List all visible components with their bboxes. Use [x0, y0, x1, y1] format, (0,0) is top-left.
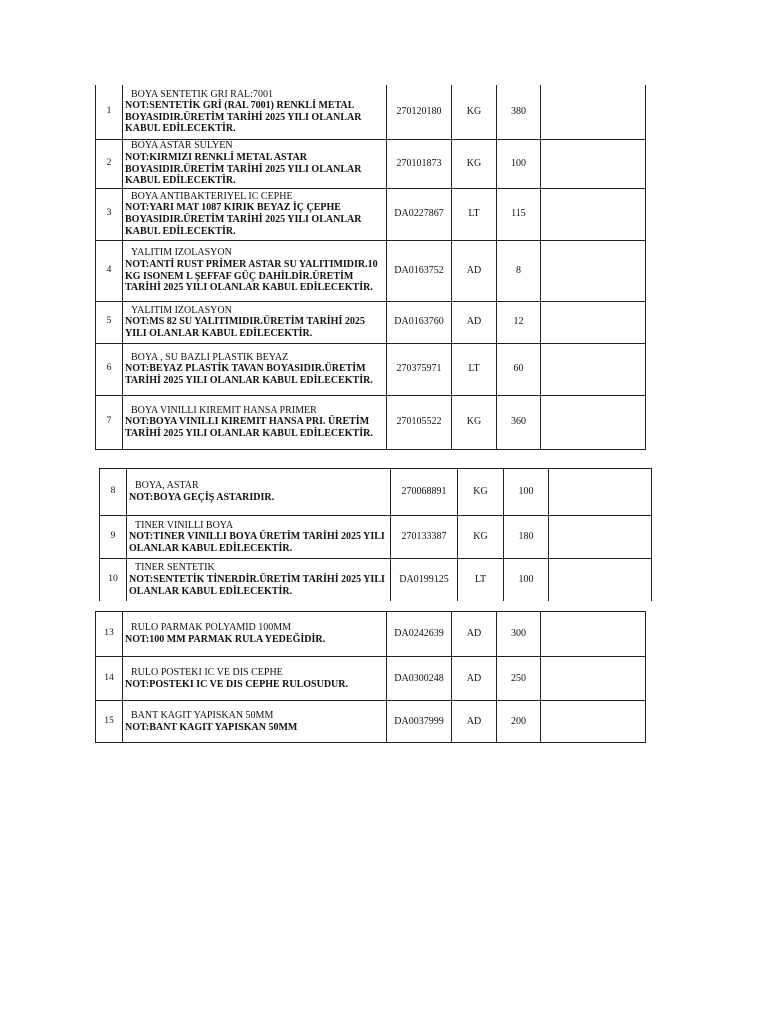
row-number: 14 [96, 657, 123, 701]
item-code: 270133387 [391, 516, 458, 559]
table-row [96, 395, 646, 449]
item-description [123, 85, 387, 139]
item-title: BOYA, ASTAR [135, 480, 199, 492]
empty-cell [541, 301, 646, 343]
row-number: 3 [96, 188, 123, 240]
item-unit: AD [452, 240, 497, 301]
empty-cell [541, 188, 646, 240]
item-title: BOYA ANTIBAKTERIYEL IC CEPHE [131, 190, 293, 202]
row-number: 6 [96, 343, 123, 395]
table-row [100, 516, 652, 559]
item-quantity: 360 [497, 395, 541, 449]
table-row [96, 240, 646, 301]
empty-cell [549, 516, 652, 559]
item-title: YALITIM IZOLASYON [131, 247, 232, 259]
table-row [96, 657, 646, 701]
item-title: BOYA SENTETIK GRI RAL:7001 [131, 88, 273, 100]
item-unit: KG [458, 516, 504, 559]
item-quantity: 200 [497, 701, 541, 743]
item-title: BOYA , SU BAZLI PLASTIK BEYAZ [131, 351, 289, 363]
row-number: 4 [96, 240, 123, 301]
item-unit: AD [452, 301, 497, 343]
empty-cell [541, 139, 646, 188]
item-code: 270120180 [387, 85, 452, 139]
item-code: DA0037999 [387, 701, 452, 743]
item-description [127, 559, 391, 601]
row-number: 9 [100, 516, 127, 559]
item-title: BOYA VINILLI KIREMIT HANSA PRIMER [131, 404, 317, 416]
table-row [100, 559, 652, 601]
row-number: 5 [96, 301, 123, 343]
item-description [123, 395, 387, 449]
item-unit: KG [452, 139, 497, 188]
item-unit: LT [452, 343, 497, 395]
table-row [96, 701, 646, 743]
item-code: DA0242639 [387, 612, 452, 657]
item-note: NOT:KIRMIZI RENKLİ METAL ASTAR BOYASIDIR.ÜRETİM TARİHİ 2025 YILI OLANLAR KABUL EDİLECEKTİR. [125, 151, 362, 187]
table-row [96, 85, 646, 139]
empty-cell [549, 469, 652, 516]
empty-cell [541, 85, 646, 139]
item-description [123, 343, 387, 395]
row-number: 7 [96, 395, 123, 449]
item-quantity: 180 [504, 516, 549, 559]
item-note: NOT:SENTETİK TİNERDİR.ÜRETİM TARİHİ 2025 YILI OLANLAR KABUL EDİLECEKTİR. [129, 573, 385, 597]
table-row [96, 343, 646, 395]
item-note: NOT:100 MM PARMAK RULA YEDEĞİDİR. [125, 634, 326, 645]
item-code: DA0163752 [387, 240, 452, 301]
item-description [127, 516, 391, 559]
item-description [123, 301, 387, 343]
item-unit: AD [452, 657, 497, 701]
item-code: 270105522 [387, 395, 452, 449]
item-title: BOYA ASTAR SULYEN [131, 140, 233, 152]
item-note: NOT:BANT KAGIT YAPISKAN 50MM [125, 721, 298, 733]
item-quantity: 8 [497, 240, 541, 301]
item-unit: KG [452, 395, 497, 449]
item-note: NOT:SENTETİK GRİ (RAL 7001) RENKLİ METAL BOYASIDIR.ÜRETİM TARİHİ 2025 YILI OLANLAR KABUL EDİLECEKTİR. [125, 100, 362, 135]
item-title: RULO POSTEKI IC VE DIS CEPHE [131, 666, 283, 678]
items-table-2 [99, 468, 651, 601]
item-note: NOT:TINER VINILLI BOYA ÜRETİM TARİHİ 2025 YILI OLANLAR KABUL EDİLECEKTİR. [129, 531, 385, 554]
item-code: 270101873 [387, 139, 452, 188]
empty-cell [549, 559, 652, 601]
item-unit: AD [452, 612, 497, 657]
row-number: 1 [96, 85, 123, 139]
table-row [96, 139, 646, 188]
table-row [96, 188, 646, 240]
empty-cell [541, 395, 646, 449]
item-quantity: 100 [504, 469, 549, 516]
empty-cell [541, 657, 646, 701]
item-quantity: 115 [497, 188, 541, 240]
table-row [96, 612, 646, 657]
table-row [100, 469, 652, 516]
item-quantity: 300 [497, 612, 541, 657]
item-code: DA0300248 [387, 657, 452, 701]
item-quantity: 100 [504, 559, 549, 601]
item-title: RULO PARMAK POLYAMID 100MM [131, 622, 292, 634]
item-unit: LT [458, 559, 504, 601]
item-description [123, 139, 387, 188]
item-code: 270068891 [391, 469, 458, 516]
item-code: DA0163760 [387, 301, 452, 343]
item-quantity: 380 [497, 85, 541, 139]
empty-cell [541, 701, 646, 743]
item-quantity: 60 [497, 343, 541, 395]
item-description [123, 657, 387, 701]
item-unit: KG [452, 85, 497, 139]
item-description [123, 188, 387, 240]
item-note: NOT:BEYAZ PLASTİK TAVAN BOYASIDIR.ÜRETİM TARİHİ 2025 YILI OLANLAR KABUL EDİLECEKTİR. [125, 363, 373, 386]
item-quantity: 100 [497, 139, 541, 188]
item-title: TINER SENTETIK [135, 562, 215, 574]
item-note: NOT:MS 82 SU YALITIMIDIR.ÜRETİM TARİHİ 2025 YILI OLANLAR KABUL EDİLECEKTİR. [125, 316, 365, 339]
item-unit: AD [452, 701, 497, 743]
item-description [127, 469, 391, 516]
item-note: NOT:ANTİ RUST PRİMER ASTAR SU YALITIMIDIR.10 KG ISONEM L ŞEFFAF GÜÇ DAHİLDİR.ÜRETİM TARİHİ 2025 YILI OLANLAR KABUL EDİLECEKTİR. [125, 258, 378, 294]
table-row [96, 301, 646, 343]
item-unit: LT [452, 188, 497, 240]
row-number: 8 [100, 469, 127, 516]
item-description [123, 612, 387, 657]
row-number: 13 [96, 612, 123, 657]
row-number: 15 [96, 701, 123, 743]
item-title: BANT KAGIT YAPISKAN 50MM [131, 709, 274, 721]
item-code: DA0227867 [387, 188, 452, 240]
empty-cell [541, 612, 646, 657]
item-note: NOT:BOYA VINILLI KIREMIT HANSA PRI. ÜRETİM TARİHİ 2025 YILI OLANLAR KABUL EDİLECEKTİR. [125, 416, 373, 439]
row-number: 2 [96, 139, 123, 188]
empty-cell [541, 343, 646, 395]
item-title: YALITIM IZOLASYON [131, 304, 232, 316]
item-note: NOT:YARI MAT 1087 KIRIK BEYAZ İÇ ÇEPHE BOYASIDIR.ÜRETİM TARİHİ 2025 YILI OLANLAR KABUL EDİLECEKTİR. [125, 202, 362, 237]
item-title: TINER VINILLI BOYA [135, 519, 234, 531]
items-table-1 [95, 85, 645, 450]
item-description [123, 701, 387, 743]
row-number: 10 [100, 559, 127, 601]
empty-cell [541, 240, 646, 301]
item-note: NOT:POSTEKI IC VE DIS CEPHE RULOSUDUR. [125, 678, 349, 690]
item-unit: KG [458, 469, 504, 516]
item-code: 270375971 [387, 343, 452, 395]
item-quantity: 12 [497, 301, 541, 343]
item-description [123, 240, 387, 301]
item-quantity: 250 [497, 657, 541, 701]
item-note: NOT:BOYA GEÇİŞ ASTARIDIR. [129, 492, 275, 503]
item-code: DA0199125 [391, 559, 458, 601]
items-table-3 [95, 611, 645, 743]
